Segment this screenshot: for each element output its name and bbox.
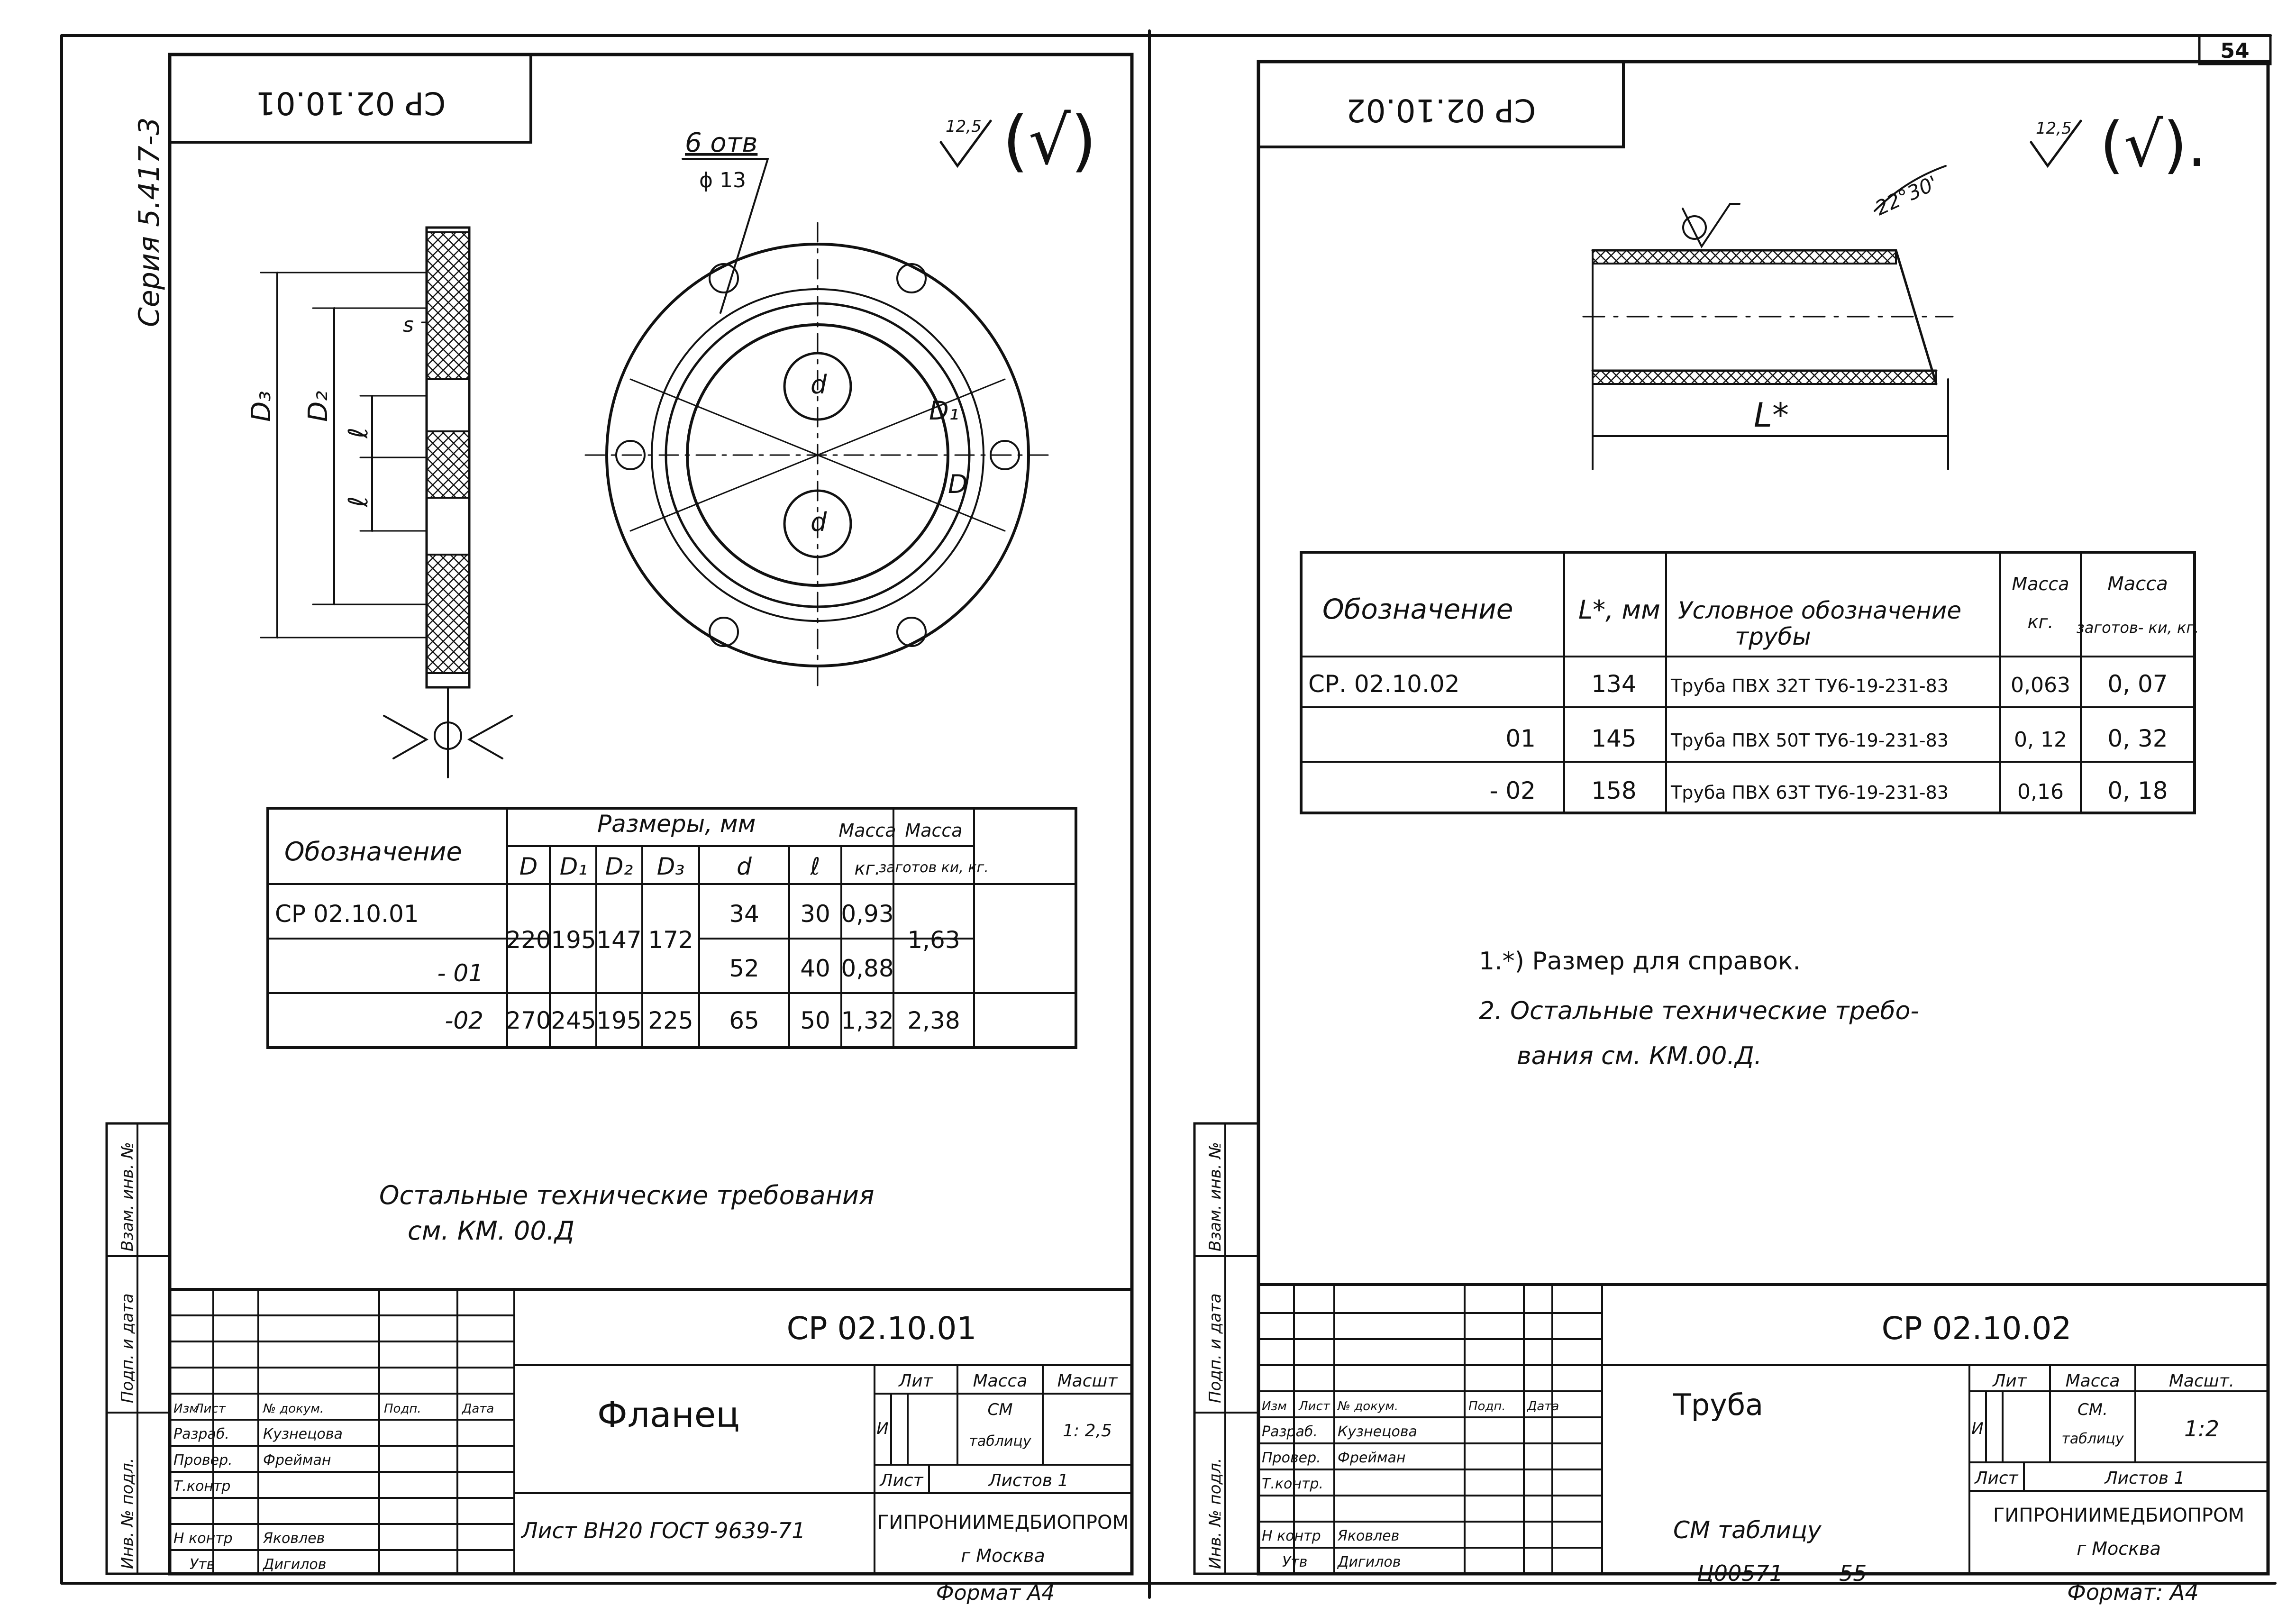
- row-designation: -02: [445, 1007, 483, 1034]
- flange-plan: [585, 128, 1050, 687]
- right-note-1: 1.*) Размер для справок.: [1479, 947, 1801, 976]
- svg-text:Условное обозначение: Условное обозначение: [1678, 597, 1962, 624]
- left-part-name: Фланец: [597, 1395, 740, 1435]
- svg-text:Размеры, мм: Размеры, мм: [597, 810, 756, 838]
- svg-text:Н контр: Н контр: [173, 1530, 233, 1547]
- left-note-line1: Остальные технические требования: [379, 1180, 875, 1210]
- svg-text:трубы: трубы: [1735, 623, 1811, 650]
- svg-text:Подп. и дата: Подп. и дата: [1206, 1293, 1225, 1403]
- svg-text:65: 65: [729, 1007, 759, 1034]
- svg-text:Обозначение: Обозначение: [284, 837, 462, 867]
- svg-text:кг.: кг.: [854, 858, 881, 879]
- svg-text:6 отв: 6 отв: [685, 128, 758, 158]
- svg-text:L*, мм: L*, мм: [1578, 595, 1660, 625]
- left-code-mirrored: СР 02.10.01: [255, 85, 446, 121]
- svg-text:220: 220: [506, 926, 551, 954]
- svg-text:И: И: [876, 1419, 889, 1438]
- svg-text:Провер.: Провер.: [1262, 1450, 1321, 1466]
- svg-text:Изм: Изм: [1262, 1399, 1287, 1414]
- right-part-name: Труба: [1673, 1387, 1764, 1422]
- right-roughness-symbol: [2031, 109, 2207, 181]
- svg-text:145: 145: [1591, 725, 1637, 752]
- page-number: 55: [1839, 1560, 1867, 1586]
- svg-text:195: 195: [551, 926, 596, 954]
- svg-text:ГИПРОНИИМЕДБИОПРОМ: ГИПРОНИИМЕДБИОПРОМ: [877, 1512, 1129, 1533]
- left-side-labels: [107, 1123, 170, 1574]
- svg-text:147: 147: [596, 926, 642, 954]
- left-table: [268, 808, 1076, 1048]
- svg-text:Дата: Дата: [1527, 1399, 1559, 1414]
- svg-text:Кузнецова: Кузнецова: [1338, 1423, 1417, 1440]
- flange-section: [246, 228, 512, 777]
- svg-text:12,5: 12,5: [946, 117, 982, 136]
- svg-text:52: 52: [729, 955, 759, 982]
- left-stamp-code: СР 02.10.01: [786, 1310, 977, 1347]
- svg-text:ϕ 13: ϕ 13: [699, 168, 746, 192]
- right-inner-frame: [1258, 62, 2268, 1574]
- svg-text:Дигилов: Дигилов: [263, 1556, 327, 1573]
- series-label: Серия 5.417-3: [133, 117, 166, 327]
- svg-text:ℓ: ℓ: [343, 427, 374, 438]
- svg-text:Т.контр.: Т.контр.: [1262, 1476, 1324, 1492]
- svg-text:Лист: Лист: [880, 1471, 923, 1490]
- svg-text:Разраб.: Разраб.: [173, 1426, 229, 1442]
- left-title-block: [170, 1289, 1132, 1605]
- svg-text:D₁: D₁: [929, 396, 959, 426]
- svg-text:30: 30: [800, 900, 830, 928]
- sheet-number: 54: [2220, 39, 2250, 63]
- svg-text:1,32: 1,32: [841, 1007, 894, 1034]
- svg-text:таблицу: таблицу: [969, 1433, 1031, 1450]
- svg-text:D: D: [519, 853, 538, 880]
- svg-text:Подп.: Подп.: [1468, 1399, 1506, 1414]
- left-material: Лист ВН20 ГОСТ 9639-71: [521, 1518, 806, 1543]
- svg-text:50: 50: [800, 1007, 830, 1034]
- left-note-line2: см. КМ. 00.Д: [408, 1216, 575, 1246]
- svg-text:34: 34: [729, 900, 759, 928]
- svg-text:s: s: [403, 313, 414, 337]
- svg-text:0,88: 0,88: [841, 955, 894, 982]
- pipe-drawing: [1583, 166, 1953, 469]
- svg-text:Фрейман: Фрейман: [263, 1452, 331, 1469]
- svg-text:(√).: (√).: [2100, 109, 2207, 181]
- svg-text:Утв: Утв: [1282, 1554, 1308, 1570]
- svg-text:22°30': 22°30': [1871, 171, 1941, 220]
- sheet-number-box: [2199, 36, 2270, 64]
- right-note-2-line2: вания см. КМ.00.Д.: [1517, 1042, 1762, 1070]
- svg-text:d: d: [811, 370, 827, 400]
- svg-text:d: d: [737, 853, 752, 880]
- svg-text:Фрейман: Фрейман: [1338, 1450, 1406, 1466]
- left-roughness-symbol: [941, 102, 1096, 180]
- svg-text:Т.контр: Т.контр: [173, 1478, 231, 1495]
- svg-text:Масса: Масса: [2012, 574, 2069, 594]
- svg-text:0,16: 0,16: [2017, 780, 2064, 804]
- right-code-box: [1258, 62, 1623, 147]
- svg-text:Яковлев: Яковлев: [1338, 1528, 1400, 1544]
- svg-text:таблицу: таблицу: [2061, 1431, 2124, 1447]
- svg-text:Взам. инв. №: Взам. инв. №: [1206, 1142, 1225, 1251]
- svg-text:Лист: Лист: [1299, 1399, 1330, 1414]
- svg-text:Труба ПВХ 63Т ТУ6-19-231-83: Труба ПВХ 63Т ТУ6-19-231-83: [1671, 782, 1949, 803]
- svg-text:D₁: D₁: [559, 853, 588, 880]
- row-designation: 01: [1505, 725, 1536, 752]
- svg-text:40: 40: [800, 955, 830, 982]
- row-designation: - 02: [1489, 777, 1536, 804]
- svg-text:L*: L*: [1754, 396, 1789, 435]
- svg-text:1:2: 1:2: [2184, 1416, 2220, 1442]
- svg-text:Масса: Масса: [973, 1371, 1028, 1391]
- svg-text:134: 134: [1591, 670, 1637, 698]
- svg-text:Масса: Масса: [838, 820, 896, 841]
- svg-text:1: 2,5: 1: 2,5: [1063, 1421, 1112, 1441]
- left-code-box: [170, 55, 531, 142]
- svg-text:1,63: 1,63: [907, 926, 960, 954]
- left-format: Формат А4: [936, 1581, 1055, 1605]
- svg-text:245: 245: [551, 1007, 596, 1034]
- svg-text:0, 07: 0, 07: [2107, 670, 2168, 698]
- svg-text:Лист: Лист: [1975, 1469, 2018, 1488]
- svg-text:Лит: Лит: [899, 1371, 933, 1391]
- svg-text:Обозначение: Обозначение: [1322, 593, 1513, 625]
- svg-text:Труба ПВХ 32Т ТУ6-19-231-83: Труба ПВХ 32Т ТУ6-19-231-83: [1671, 675, 1949, 696]
- svg-text:Н контр: Н контр: [1262, 1528, 1321, 1544]
- right-material: СМ таблицу: [1673, 1516, 1822, 1544]
- svg-text:ГИПРОНИИМЕДБИОПРОМ: ГИПРОНИИМЕДБИОПРОМ: [1993, 1505, 2244, 1526]
- svg-text:D: D: [948, 469, 968, 499]
- svg-text:Инв. № подл.: Инв. № подл.: [1206, 1458, 1225, 1569]
- row-designation: - 01: [437, 959, 483, 987]
- svg-text:Листов 1: Листов 1: [988, 1471, 1069, 1490]
- svg-text:225: 225: [648, 1007, 693, 1034]
- svg-text:D₂: D₂: [303, 391, 334, 422]
- svg-text:Лист: Лист: [194, 1402, 226, 1416]
- svg-text:Подп. и дата: Подп. и дата: [118, 1293, 137, 1403]
- svg-text:0,063: 0,063: [2011, 673, 2070, 697]
- svg-text:d: d: [811, 507, 827, 537]
- svg-text:И: И: [1971, 1419, 1984, 1438]
- svg-text:ℓ: ℓ: [810, 853, 820, 880]
- svg-text:Изм: Изм: [173, 1402, 199, 1416]
- svg-text:Утв: Утв: [190, 1556, 215, 1573]
- right-table: [1301, 552, 2199, 813]
- svg-text:12,5: 12,5: [2036, 119, 2072, 138]
- svg-text:г Москва: г Москва: [2077, 1538, 2161, 1559]
- svg-text:г Москва: г Москва: [961, 1545, 1045, 1566]
- svg-text:Дигилов: Дигилов: [1338, 1554, 1401, 1570]
- svg-text:Яковлев: Яковлев: [263, 1530, 325, 1547]
- svg-text:172: 172: [648, 926, 693, 954]
- svg-text:0, 18: 0, 18: [2107, 777, 2168, 804]
- right-format: Формат: А4: [2067, 1579, 2199, 1605]
- right-code-mirrored: СР 02.10.02: [1346, 92, 1536, 128]
- svg-text:кг.: кг.: [2027, 611, 2054, 632]
- svg-text:Дата: Дата: [462, 1402, 494, 1416]
- svg-text:Лит: Лит: [1993, 1371, 2027, 1391]
- svg-text:Подп.: Подп.: [384, 1402, 421, 1416]
- row-designation: СР. 02.10.02: [1308, 670, 1460, 698]
- svg-text:Взам. инв. №: Взам. инв. №: [118, 1142, 137, 1251]
- svg-text:№ докум.: № докум.: [1338, 1399, 1399, 1414]
- svg-text:Масшт: Масшт: [1057, 1371, 1118, 1391]
- svg-text:заготов- ки, кг.: заготов- ки, кг.: [2076, 619, 2199, 637]
- svg-text:0, 12: 0, 12: [2014, 728, 2067, 752]
- svg-text:(√): (√): [1002, 102, 1097, 180]
- svg-text:2,38: 2,38: [907, 1007, 960, 1034]
- svg-text:158: 158: [1591, 777, 1637, 804]
- right-title-block: [1258, 1285, 2268, 1605]
- svg-text:Провер.: Провер.: [173, 1452, 233, 1469]
- svg-text:СМ: СМ: [987, 1400, 1013, 1419]
- svg-text:ℓ: ℓ: [343, 496, 374, 507]
- svg-text:270: 270: [506, 1007, 551, 1034]
- svg-text:заготов ки, кг.: заготов ки, кг.: [879, 859, 989, 876]
- svg-text:Масса: Масса: [2065, 1371, 2120, 1391]
- svg-text:0, 32: 0, 32: [2107, 725, 2168, 752]
- svg-text:Масшт.: Масшт.: [2168, 1371, 2235, 1391]
- row-designation: СР 02.10.01: [275, 900, 419, 928]
- svg-text:Кузнецова: Кузнецова: [263, 1426, 343, 1442]
- right-side-labels: [1194, 1123, 1258, 1574]
- svg-text:Разраб.: Разраб.: [1262, 1423, 1318, 1440]
- svg-text:Инв. № подл.: Инв. № подл.: [118, 1458, 137, 1569]
- svg-text:Масса: Масса: [2107, 573, 2168, 595]
- svg-text:0,93: 0,93: [841, 900, 894, 928]
- svg-text:СМ.: СМ.: [2077, 1400, 2108, 1419]
- svg-text:Труба ПВХ 50Т ТУ6-19-231-83: Труба ПВХ 50Т ТУ6-19-231-83: [1671, 730, 1949, 751]
- svg-text:D₃: D₃: [656, 853, 685, 880]
- archive-code: Ц00571: [1697, 1560, 1784, 1586]
- svg-text:D₂: D₂: [605, 853, 633, 880]
- svg-text:Листов 1: Листов 1: [2105, 1469, 2185, 1488]
- svg-text:Масса: Масса: [905, 820, 963, 841]
- right-note-2-line1: 2. Остальные технические требо-: [1479, 997, 1920, 1025]
- svg-text:D₃: D₃: [246, 391, 277, 422]
- svg-text:195: 195: [596, 1007, 642, 1034]
- svg-text:№ докум.: № докум.: [263, 1402, 324, 1416]
- right-stamp-code: СР 02.10.02: [1881, 1310, 2072, 1347]
